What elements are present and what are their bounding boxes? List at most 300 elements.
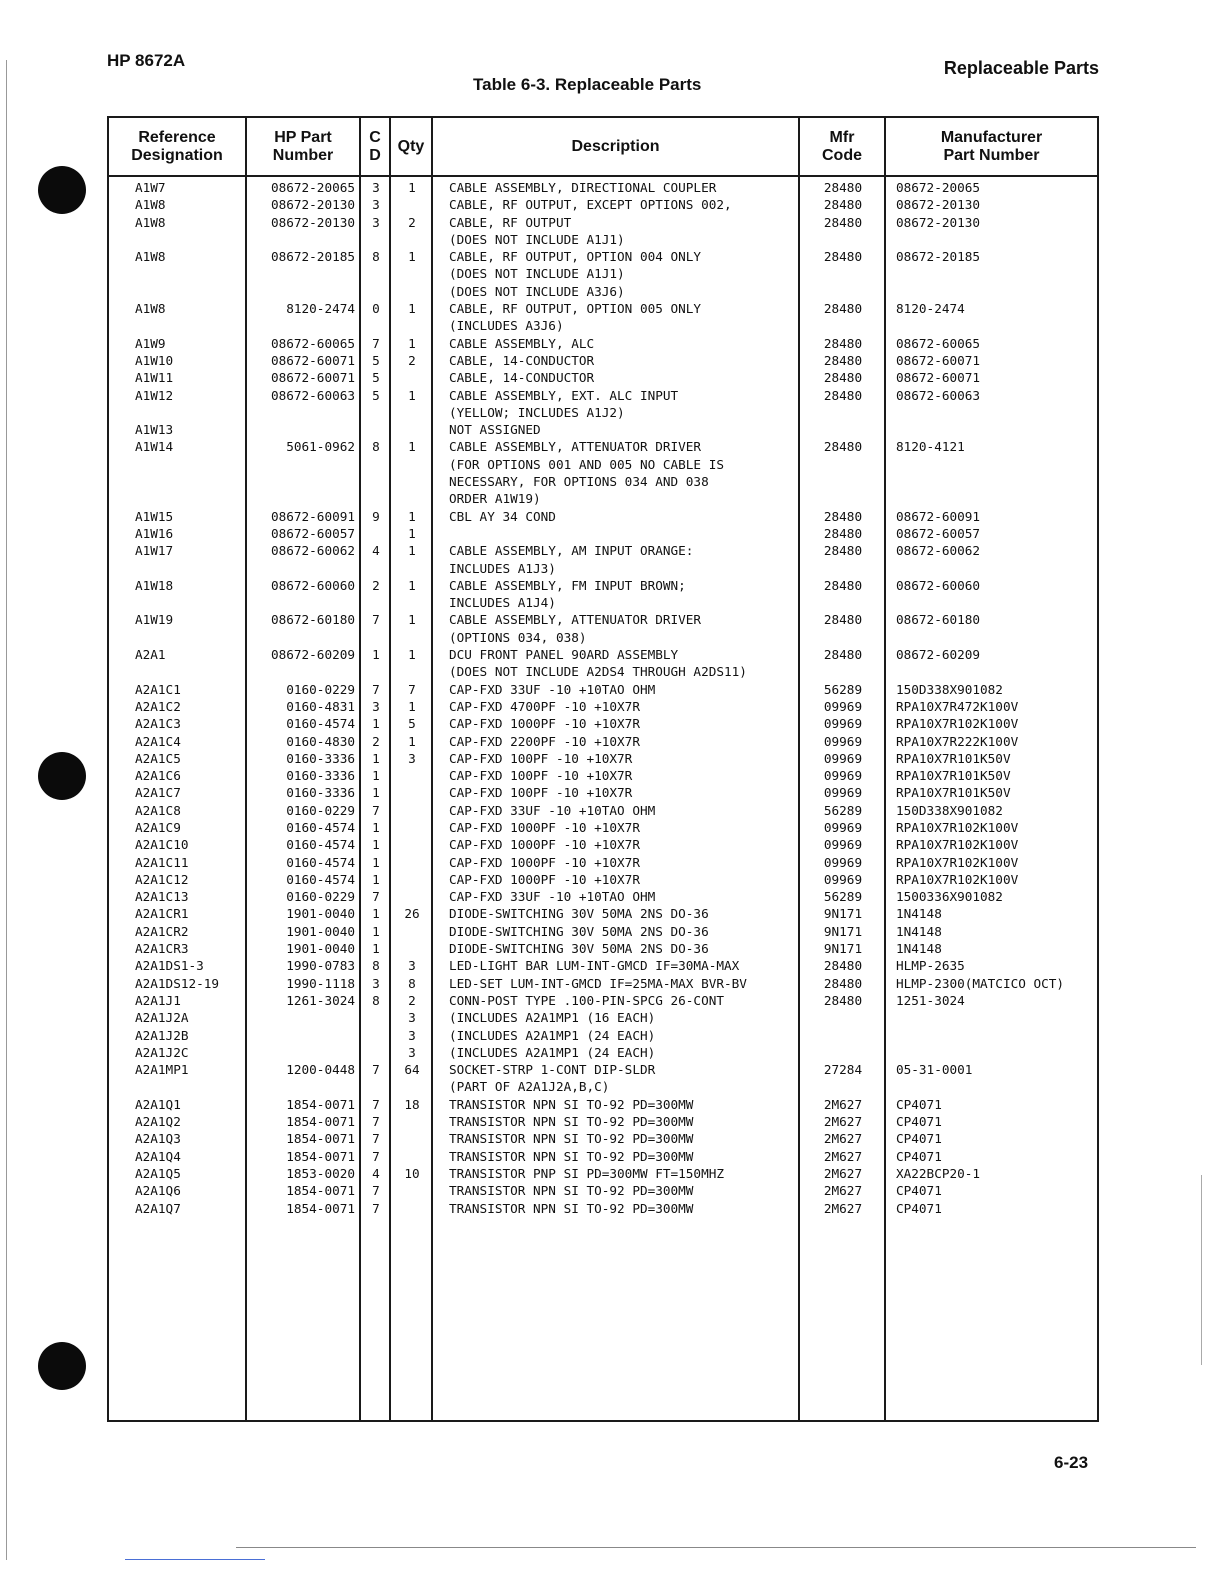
description-cell: CAP-FXD 100PF -10 +10X7R (449, 785, 633, 801)
hp-part-number-cell: 1990-1118 (286, 975, 355, 991)
description-cell: CABLE ASSEMBLY, ATTENUATOR DRIVER (449, 612, 702, 628)
reference-designation-cell: A2A1C6 (135, 768, 181, 784)
description-cell: CABLE ASSEMBLY, EXT. ALC INPUT (449, 387, 679, 403)
table-row (109, 352, 1097, 369)
hp-part-number-cell: 0160-4574 (286, 871, 355, 887)
table-row (109, 681, 1097, 698)
mfr-code-cell: 28480 (823, 387, 863, 403)
quantity-cell: 5 (408, 716, 416, 732)
hp-part-number-cell: 1200-0448 (286, 1062, 355, 1078)
reference-designation-cell: A2A1Q1 (135, 1096, 181, 1112)
cd-digit-cell: 7 (372, 681, 380, 697)
reference-designation-cell: A1W15 (135, 508, 174, 524)
mfr-code-cell: 9N171 (823, 923, 863, 939)
table-row (109, 265, 1097, 282)
description-cell: DCU FRONT PANEL 90ARD ASSEMBLY (449, 647, 679, 663)
mfr-code-cell: 28480 (823, 958, 863, 974)
table-row (109, 300, 1097, 317)
table-row (109, 283, 1097, 300)
mfr-code-cell: 28480 (823, 249, 863, 265)
hp-part-number-cell: 08672-60062 (270, 543, 355, 559)
reference-designation-cell: A2A1C8 (135, 802, 181, 818)
mfr-code-cell: 09969 (823, 785, 863, 801)
description-cell: CAP-FXD 2200PF -10 +10X7R (449, 733, 640, 749)
reference-designation-cell: A2A1C9 (135, 819, 181, 835)
table-row (109, 248, 1097, 265)
mfr-code-cell: 2M627 (823, 1183, 863, 1199)
binder-hole (38, 1342, 86, 1390)
manufacturer-part-number-cell: RPA10X7R101K50V (896, 750, 1011, 766)
quantity-cell: 1 (408, 301, 416, 317)
table-row (109, 1078, 1097, 1095)
quantity-cell: 64 (404, 1062, 420, 1078)
quantity-cell: 1 (408, 647, 416, 663)
table-row (109, 611, 1097, 628)
table-row (109, 836, 1097, 853)
column-header-hp-part-number: HP Part Number (272, 129, 334, 164)
cd-digit-cell: 3 (372, 975, 380, 991)
quantity-cell: 1 (408, 543, 416, 559)
replaceable-parts-table (107, 116, 1099, 1422)
reference-designation-cell: A2A1DS1-3 (135, 958, 204, 974)
reference-designation-cell: A2A1Q6 (135, 1183, 181, 1199)
mfr-code-cell: 56289 (823, 681, 863, 697)
manufacturer-part-number-cell: CP4071 (896, 1096, 942, 1112)
reference-designation-cell: A1W8 (135, 214, 166, 230)
manufacturer-part-number-cell: 08672-60065 (896, 335, 981, 351)
cd-digit-cell: 3 (372, 197, 380, 213)
mfr-code-cell: 28480 (823, 370, 863, 386)
hp-part-number-cell: 1901-0040 (286, 923, 355, 939)
reference-designation-cell: A2A1J1 (135, 992, 181, 1008)
hp-part-number-cell: 08672-20185 (270, 249, 355, 265)
reference-designation-cell: A2A1DS12-19 (135, 975, 220, 991)
description-cell: CABLE ASSEMBLY, AM INPUT ORANGE: (449, 543, 694, 559)
reference-designation-cell: A2A1C13 (135, 889, 189, 905)
section-title: Replaceable Parts (943, 58, 1099, 78)
hp-part-number-cell: 08672-60180 (270, 612, 355, 628)
description-cell: DIODE-SWITCHING 30V 50MA 2NS DO-36 (449, 923, 709, 939)
hp-part-number-cell: 0160-0229 (286, 889, 355, 905)
hp-part-number-cell: 08672-60091 (270, 508, 355, 524)
table-row (109, 750, 1097, 767)
table-row (109, 1182, 1097, 1199)
cd-digit-cell: 1 (372, 941, 380, 957)
manufacturer-part-number-cell: 1N4148 (896, 906, 942, 922)
margin-line (1201, 1175, 1202, 1365)
quantity-cell: 1 (408, 733, 416, 749)
manufacturer-part-number-cell: 08672-20185 (896, 249, 981, 265)
footer-link-underline (125, 1559, 265, 1560)
manufacturer-part-number-cell: HLMP-2300(MATCICO OCT) (896, 975, 1065, 991)
description-cell: CABLE, RF OUTPUT, OPTION 004 ONLY (449, 249, 702, 265)
table-row (109, 1027, 1097, 1044)
mfr-code-cell: 09969 (823, 750, 863, 766)
description-cell: CAP-FXD 33UF -10 +10TAO OHM (449, 889, 656, 905)
mfr-code-cell: 09969 (823, 716, 863, 732)
hp-part-number-cell: 0160-3336 (286, 768, 355, 784)
table-row (109, 542, 1097, 559)
margin-line (6, 60, 7, 1560)
table-row (109, 490, 1097, 507)
hp-part-number-cell: 1853-0020 (286, 1165, 355, 1181)
reference-designation-cell: A2A1C12 (135, 871, 189, 887)
cd-digit-cell: 1 (372, 716, 380, 732)
description-cell: (DOES NOT INCLUDE A2DS4 THROUGH A2DS11) (449, 664, 747, 680)
reference-designation-cell: A1W17 (135, 543, 174, 559)
description-cell: CABLE ASSEMBLY, DIRECTIONAL COUPLER (449, 180, 717, 195)
description-cell: CABLE, 14-CONDUCTOR (449, 352, 595, 368)
manufacturer-part-number-cell: 08672-60062 (896, 543, 981, 559)
reference-designation-cell: A2A1CR3 (135, 941, 189, 957)
manufacturer-part-number-cell: CP4071 (896, 1131, 942, 1147)
reference-designation-cell: A1W12 (135, 387, 174, 403)
hp-part-number-cell: 0160-4574 (286, 819, 355, 835)
table-row (109, 940, 1097, 957)
cd-digit-cell: 5 (372, 370, 380, 386)
reference-designation-cell: A2A1Q5 (135, 1165, 181, 1181)
hp-part-number-cell: 0160-4830 (286, 733, 355, 749)
quantity-cell: 3 (408, 958, 416, 974)
quantity-cell: 3 (408, 1010, 416, 1026)
hp-part-number-cell: 8120-2474 (286, 301, 355, 317)
cd-digit-cell: 7 (372, 1148, 380, 1164)
manufacturer-part-number-cell: CP4071 (896, 1200, 942, 1216)
reference-designation-cell: A2A1C7 (135, 785, 181, 801)
manufacturer-part-number-cell: 08672-60071 (896, 352, 981, 368)
description-cell: (INCLUDES A3J6) (449, 318, 564, 334)
reference-designation-cell: A2A1C10 (135, 837, 189, 853)
reference-designation-cell: A2A1J2C (135, 1044, 189, 1060)
reference-designation-cell: A1W7 (135, 180, 166, 195)
cd-digit-cell: 7 (372, 802, 380, 818)
reference-designation-cell: A2A1C5 (135, 750, 181, 766)
table-row (109, 1130, 1097, 1147)
cd-digit-cell: 4 (372, 543, 380, 559)
table-row (109, 802, 1097, 819)
table-row (109, 1113, 1097, 1130)
hp-part-number-cell: 1990-0783 (286, 958, 355, 974)
reference-designation-cell: A1W14 (135, 439, 174, 455)
table-row (109, 629, 1097, 646)
manufacturer-part-number-cell: 08672-20065 (896, 180, 981, 195)
reference-designation-cell: A1W18 (135, 577, 174, 593)
mfr-code-cell: 09969 (823, 854, 863, 870)
table-row (109, 456, 1097, 473)
reference-designation-cell: A2A1Q7 (135, 1200, 181, 1216)
mfr-code-cell: 28480 (823, 180, 863, 195)
quantity-cell: 1 (408, 335, 416, 351)
cd-digit-cell: 8 (372, 249, 380, 265)
quantity-cell: 3 (408, 1044, 416, 1060)
hp-part-number-cell: 08672-60071 (270, 370, 355, 386)
table-row (109, 1096, 1097, 1113)
hp-part-number-cell: 08672-20130 (270, 197, 355, 213)
table-row (109, 923, 1097, 940)
mfr-code-cell: 28480 (823, 508, 863, 524)
table-row (109, 646, 1097, 663)
description-cell: NOT ASSIGNED (449, 422, 541, 438)
description-cell: CAP-FXD 100PF -10 +10X7R (449, 750, 633, 766)
mfr-code-cell: 28480 (823, 301, 863, 317)
mfr-code-cell: 09969 (823, 768, 863, 784)
quantity-cell: 1 (408, 439, 416, 455)
description-cell: TRANSISTOR PNP SI PD=300MW FT=150MHZ (449, 1165, 724, 1181)
hp-part-number-cell: 08672-60065 (270, 335, 355, 351)
hp-part-number-cell: 1854-0071 (286, 1131, 355, 1147)
column-header-cd: C D (369, 129, 381, 164)
description-cell: CABLE, RF OUTPUT (449, 214, 572, 230)
description-cell: CABLE, RF OUTPUT, EXCEPT OPTIONS 002, (449, 197, 732, 213)
manufacturer-part-number-cell: 08672-60060 (896, 577, 981, 593)
cd-digit-cell: 7 (372, 1114, 380, 1130)
reference-designation-cell: A2A1Q3 (135, 1131, 181, 1147)
description-cell: (DOES NOT INCLUDE A1J1) (449, 231, 625, 247)
cd-digit-cell: 7 (372, 1062, 380, 1078)
cd-digit-cell: 8 (372, 992, 380, 1008)
hp-part-number-cell: 08672-60071 (270, 352, 355, 368)
hp-part-number-cell: 1854-0071 (286, 1183, 355, 1199)
quantity-cell: 3 (408, 750, 416, 766)
quantity-cell: 2 (408, 992, 416, 1008)
quantity-cell: 1 (408, 525, 416, 541)
description-cell: DIODE-SWITCHING 30V 50MA 2NS DO-36 (449, 941, 709, 957)
hp-part-number-cell: 08672-20065 (270, 180, 355, 195)
hp-part-number-cell: 1901-0040 (286, 941, 355, 957)
mfr-code-cell: 28480 (823, 612, 863, 628)
description-cell: CAP-FXD 100PF -10 +10X7R (449, 768, 633, 784)
reference-designation-cell: A2A1J2B (135, 1027, 189, 1043)
reference-designation-cell: A2A1C1 (135, 681, 181, 697)
reference-designation-cell: A2A1C3 (135, 716, 181, 732)
manufacturer-part-number-cell: RPA10X7R102K100V (896, 837, 1019, 853)
quantity-cell: 1 (408, 180, 416, 195)
table-row (109, 421, 1097, 438)
description-cell: CABLE ASSEMBLY, ATTENUATOR DRIVER (449, 439, 702, 455)
hp-part-number-cell: 0160-3336 (286, 750, 355, 766)
quantity-cell: 1 (408, 698, 416, 714)
mfr-code-cell: 56289 (823, 889, 863, 905)
manufacturer-part-number-cell: CP4071 (896, 1183, 942, 1199)
cd-digit-cell: 7 (372, 1096, 380, 1112)
mfr-code-cell: 2M627 (823, 1165, 863, 1181)
manufacturer-part-number-cell: 8120-4121 (896, 439, 965, 455)
manufacturer-part-number-cell: XA22BCP20-1 (896, 1165, 981, 1181)
reference-designation-cell: A1W8 (135, 197, 166, 213)
cd-digit-cell: 1 (372, 923, 380, 939)
manufacturer-part-number-cell: 1N4148 (896, 923, 942, 939)
mfr-code-cell: 9N171 (823, 941, 863, 957)
table-row (109, 1044, 1097, 1061)
description-cell: (OPTIONS 034, 038) (449, 629, 587, 645)
description-cell: CAP-FXD 33UF -10 +10TAO OHM (449, 681, 656, 697)
manufacturer-part-number-cell: RPA10X7R101K50V (896, 768, 1011, 784)
table-title: Table 6-3. Replaceable Parts (473, 75, 702, 94)
mfr-code-cell: 28480 (823, 197, 863, 213)
description-cell: (YELLOW; INCLUDES A1J2) (449, 404, 625, 420)
hp-part-number-cell: 1854-0071 (286, 1114, 355, 1130)
manufacturer-part-number-cell: 150D338X901082 (896, 681, 1003, 697)
binder-hole (38, 752, 86, 800)
cd-digit-cell: 7 (372, 1200, 380, 1216)
hp-part-number-cell: 1261-3024 (286, 992, 355, 1008)
mfr-code-cell: 2M627 (823, 1131, 863, 1147)
hp-part-number-cell: 0160-4574 (286, 837, 355, 853)
mfr-code-cell: 2M627 (823, 1114, 863, 1130)
description-cell: INCLUDES A1J4) (449, 595, 556, 611)
table-row (109, 767, 1097, 784)
mfr-code-cell: 2M627 (823, 1096, 863, 1112)
reference-designation-cell: A1W16 (135, 525, 174, 541)
hp-part-number-cell: 0160-3336 (286, 785, 355, 801)
quantity-cell: 1 (408, 249, 416, 265)
reference-designation-cell: A2A1Q2 (135, 1114, 181, 1130)
quantity-cell: 18 (404, 1096, 420, 1112)
cd-digit-cell: 1 (372, 785, 380, 801)
mfr-code-cell: 28480 (823, 439, 863, 455)
quantity-cell: 2 (408, 214, 416, 230)
mfr-code-cell: 28480 (823, 214, 863, 230)
quantity-cell: 10 (404, 1165, 420, 1181)
description-cell: CAP-FXD 1000PF -10 +10X7R (449, 716, 640, 732)
cd-digit-cell: 5 (372, 387, 380, 403)
description-cell: TRANSISTOR NPN SI TO-92 PD=300MW (449, 1148, 694, 1164)
footer-rule (236, 1547, 1196, 1548)
description-cell: CABLE ASSEMBLY, ALC (449, 335, 595, 351)
description-cell: DIODE-SWITCHING 30V 50MA 2NS DO-36 (449, 906, 709, 922)
quantity-cell: 1 (408, 387, 416, 403)
cd-digit-cell: 3 (372, 214, 380, 230)
reference-designation-cell: A2A1J2A (135, 1010, 189, 1026)
mfr-code-cell: 28480 (823, 992, 863, 1008)
reference-designation-cell: A1W13 (135, 422, 174, 438)
manufacturer-part-number-cell: RPA10X7R472K100V (896, 698, 1019, 714)
hp-part-number-cell: 0160-4831 (286, 698, 355, 714)
manufacturer-part-number-cell: RPA10X7R102K100V (896, 819, 1019, 835)
cd-digit-cell: 5 (372, 352, 380, 368)
document-model: HP 8672A (107, 51, 186, 70)
description-cell: TRANSISTOR NPN SI TO-92 PD=300MW (449, 1200, 694, 1216)
cd-digit-cell: 7 (372, 889, 380, 905)
mfr-code-cell: 09969 (823, 733, 863, 749)
reference-designation-cell: A2A1C4 (135, 733, 181, 749)
quantity-cell: 8 (408, 975, 416, 991)
hp-part-number-cell: 08672-20130 (270, 214, 355, 230)
manufacturer-part-number-cell: 08672-20130 (896, 214, 981, 230)
manufacturer-part-number-cell: 08672-60071 (896, 370, 981, 386)
column-header-description: Description (571, 138, 660, 155)
table-row (109, 577, 1097, 594)
manufacturer-part-number-cell: 05-31-0001 (896, 1062, 973, 1078)
description-cell: (INCLUDES A2A1MP1 (24 EACH) (449, 1027, 656, 1043)
cd-digit-cell: 4 (372, 1165, 380, 1181)
mfr-code-cell: 28480 (823, 335, 863, 351)
binder-hole (38, 166, 86, 214)
manufacturer-part-number-cell: 1251-3024 (896, 992, 965, 1008)
table-body (109, 179, 1097, 1217)
manufacturer-part-number-cell: 1N4148 (896, 941, 942, 957)
table-row (109, 438, 1097, 455)
description-cell: CAP-FXD 1000PF -10 +10X7R (449, 871, 640, 887)
cd-digit-cell: 3 (372, 180, 380, 195)
manufacturer-part-number-cell: RPA10X7R102K100V (896, 871, 1019, 887)
description-cell: CBL AY 34 COND (449, 508, 556, 524)
manufacturer-part-number-cell: 150D338X901082 (896, 802, 1003, 818)
hp-part-number-cell: 0160-4574 (286, 716, 355, 732)
table-row (109, 1148, 1097, 1165)
hp-part-number-cell: 1854-0071 (286, 1148, 355, 1164)
quantity-cell: 1 (408, 508, 416, 524)
cd-digit-cell: 7 (372, 1183, 380, 1199)
table-row (109, 387, 1097, 404)
reference-designation-cell: A2A1CR1 (135, 906, 189, 922)
reference-designation-cell: A2A1C2 (135, 698, 181, 714)
cd-digit-cell: 3 (372, 698, 380, 714)
cd-digit-cell: 1 (372, 750, 380, 766)
table-row (109, 369, 1097, 386)
quantity-cell: 1 (408, 577, 416, 593)
manufacturer-part-number-cell: 08672-60180 (896, 612, 981, 628)
column-header-qty: Qty (397, 138, 425, 155)
table-row (109, 784, 1097, 801)
mfr-code-cell: 2M627 (823, 1200, 863, 1216)
hp-part-number-cell: 08672-60209 (270, 647, 355, 663)
manufacturer-part-number-cell: RPA10X7R222K100V (896, 733, 1019, 749)
cd-digit-cell: 0 (372, 301, 380, 317)
description-cell: CAP-FXD 1000PF -10 +10X7R (449, 819, 640, 835)
mfr-code-cell: 09969 (823, 819, 863, 835)
hp-part-number-cell: 08672-60063 (270, 387, 355, 403)
reference-designation-cell: A2A1MP1 (135, 1062, 189, 1078)
description-cell: CONN-POST TYPE .100-PIN-SPCG 26-CONT (449, 992, 724, 1008)
manufacturer-part-number-cell: 1500336X901082 (896, 889, 1003, 905)
cd-digit-cell: 7 (372, 335, 380, 351)
quantity-cell: 1 (408, 612, 416, 628)
table-row (109, 179, 1097, 196)
manufacturer-part-number-cell: RPA10X7R102K100V (896, 854, 1019, 870)
description-cell: (DOES NOT INCLUDE A3J6) (449, 283, 625, 299)
table-row (109, 1009, 1097, 1026)
table-row (109, 854, 1097, 871)
table-row (109, 698, 1097, 715)
reference-designation-cell: A2A1C11 (135, 854, 189, 870)
column-header-mfr-code: Mfr Code (822, 129, 862, 164)
reference-designation-cell: A1W10 (135, 352, 174, 368)
hp-part-number-cell: 1854-0071 (286, 1096, 355, 1112)
quantity-cell: 26 (404, 906, 420, 922)
table-row (109, 317, 1097, 334)
description-cell: CAP-FXD 4700PF -10 +10X7R (449, 698, 640, 714)
mfr-code-cell: 28480 (823, 975, 863, 991)
mfr-code-cell: 28480 (823, 577, 863, 593)
description-cell: CABLE ASSEMBLY, FM INPUT BROWN; (449, 577, 686, 593)
table-row (109, 733, 1097, 750)
table-row (109, 214, 1097, 231)
cd-digit-cell: 1 (372, 854, 380, 870)
page-number: 6-23 (1054, 1453, 1089, 1472)
reference-designation-cell: A1W9 (135, 335, 166, 351)
description-cell: INCLUDES A1J3) (449, 560, 556, 576)
hp-part-number-cell: 0160-0229 (286, 802, 355, 818)
description-cell: ORDER A1W19) (449, 491, 541, 507)
description-cell: CABLE, RF OUTPUT, OPTION 005 ONLY (449, 301, 702, 317)
manufacturer-part-number-cell: 08672-60063 (896, 387, 981, 403)
hp-part-number-cell: 1854-0071 (286, 1200, 355, 1216)
column-header-manufacturer-part-number: Manufacturer Part Number (940, 129, 1043, 164)
cd-digit-cell: 7 (372, 612, 380, 628)
table-row (109, 594, 1097, 611)
manufacturer-part-number-cell: 8120-2474 (896, 301, 965, 317)
